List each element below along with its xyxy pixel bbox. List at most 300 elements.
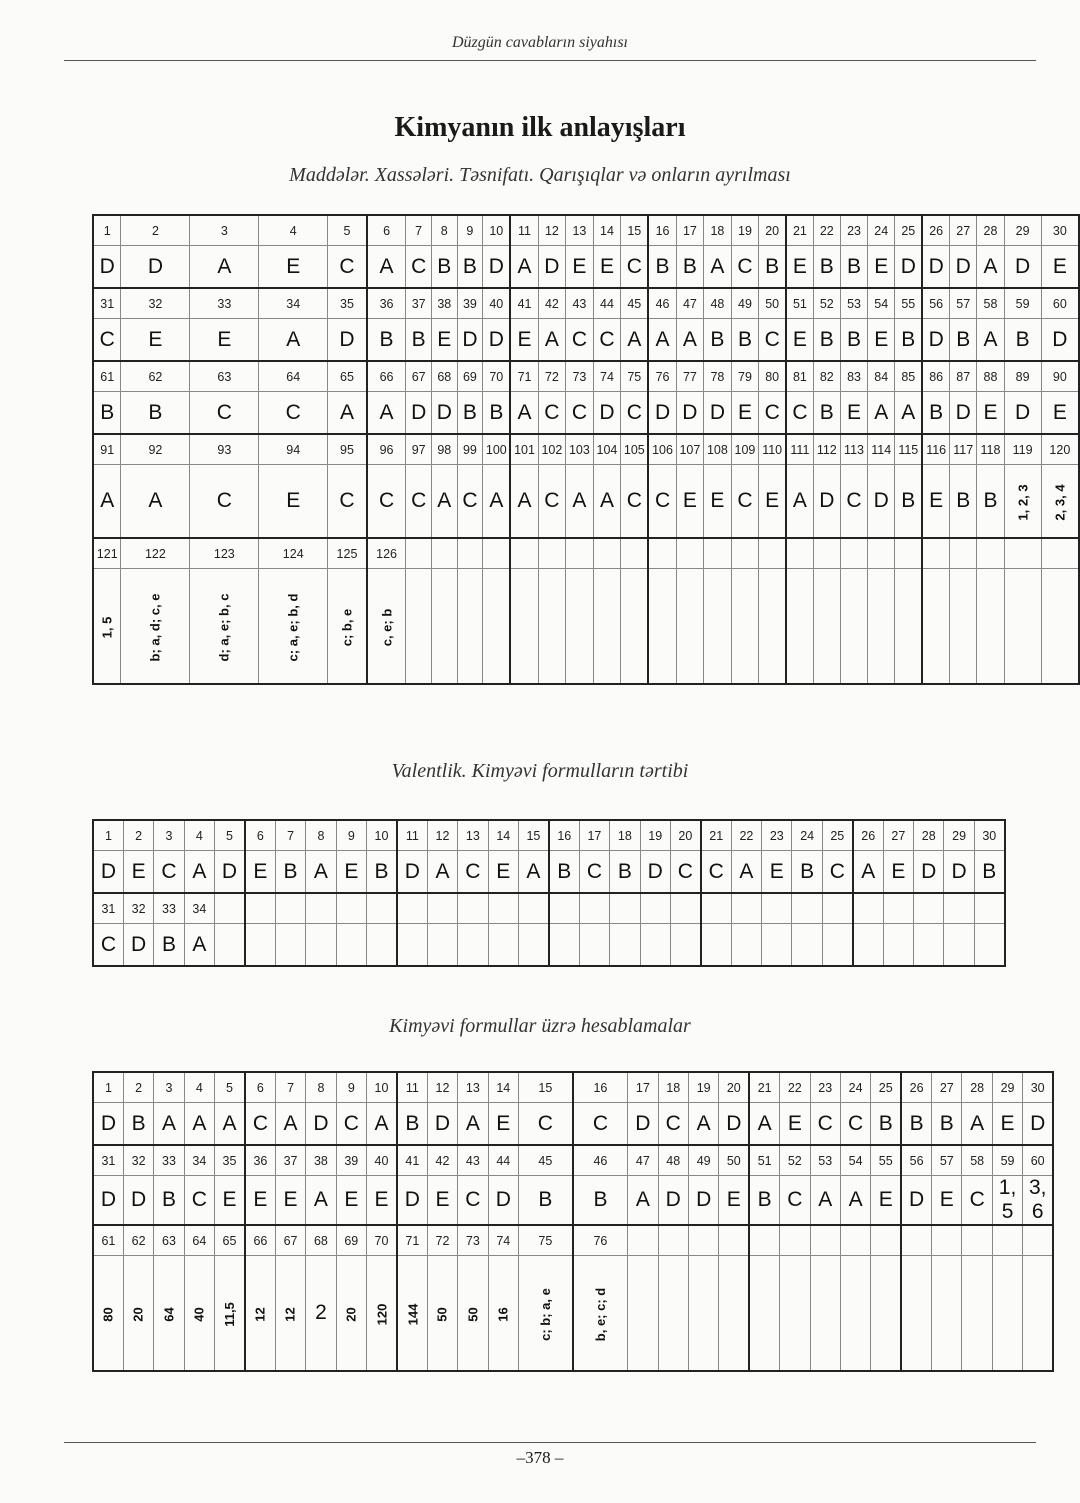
answer-cell: [868, 569, 895, 685]
question-number: 2: [121, 215, 190, 246]
answer-row: [93, 1176, 1053, 1226]
question-number: [245, 893, 275, 924]
question-number: 101: [510, 434, 538, 465]
question-number: [518, 893, 548, 924]
answer-cell: [688, 1256, 718, 1372]
question-number: 75: [518, 1225, 572, 1256]
question-number: 97: [406, 434, 432, 465]
question-number: [676, 538, 704, 569]
question-number: [895, 538, 922, 569]
question-number: 107: [676, 434, 704, 465]
question-number: 81: [786, 361, 813, 392]
question-number: 32: [123, 1145, 153, 1176]
question-number: 121: [93, 538, 121, 569]
answer-cell: D: [688, 1176, 718, 1226]
question-number: 25: [822, 820, 852, 851]
question-number: 18: [704, 215, 732, 246]
answer-cell: D: [640, 851, 670, 894]
answer-cell: D: [306, 1103, 336, 1146]
answer-row: [93, 392, 1079, 435]
answer-cell: D: [431, 392, 457, 435]
question-number: 5: [215, 820, 245, 851]
question-number: 67: [275, 1225, 305, 1256]
answer-cell: [922, 569, 949, 685]
answer-cell: C: [822, 851, 852, 894]
answer-cell: E: [932, 1176, 962, 1226]
answer-cell: A: [328, 392, 367, 435]
answer-cell: A: [853, 851, 883, 894]
answer-cell: C: [406, 246, 432, 289]
question-number: 90: [1041, 361, 1079, 392]
answer-cell: C: [328, 246, 367, 289]
question-number: 71: [510, 361, 538, 392]
question-number: [1041, 538, 1079, 569]
question-number: 64: [184, 1225, 214, 1256]
question-number: 37: [406, 288, 432, 319]
question-number: 22: [813, 215, 840, 246]
answer-cell: [780, 1256, 810, 1372]
question-number: 42: [538, 288, 566, 319]
question-number: 15: [518, 820, 548, 851]
answer-cell: A: [483, 465, 511, 539]
question-number: 32: [123, 893, 153, 924]
answer-row: [93, 465, 1079, 539]
answer-cell: A: [977, 319, 1004, 362]
answer-text: 120: [373, 1303, 389, 1326]
question-number: 48: [658, 1145, 688, 1176]
answer-cell: B: [406, 319, 432, 362]
question-number: 15: [621, 215, 649, 246]
question-number: 108: [704, 434, 732, 465]
answer-cell: D: [719, 1103, 749, 1146]
answer-cell: E: [704, 465, 732, 539]
answer-cell: [593, 569, 621, 685]
answer-cell: D: [895, 246, 922, 289]
question-number: [431, 538, 457, 569]
answer-cell: [792, 924, 822, 967]
question-number: 13: [566, 215, 594, 246]
answer-cell: A: [749, 1103, 779, 1146]
question-number: 116: [922, 434, 949, 465]
question-number: 28: [914, 820, 944, 851]
answer-cell: [901, 1256, 931, 1372]
answer-cell: [579, 924, 609, 967]
answer-cell: C: [457, 465, 483, 539]
question-number: 27: [950, 215, 977, 246]
answer-cell: B: [950, 319, 977, 362]
answer-cell: B: [518, 1176, 572, 1226]
question-number: 125: [328, 538, 367, 569]
footer-rule: [64, 1442, 1036, 1443]
question-number: 70: [483, 361, 511, 392]
answer-cell: [427, 924, 457, 967]
answer-cell: A: [840, 1176, 870, 1226]
question-number: 9: [336, 1072, 366, 1103]
answer-cell: [184, 1256, 214, 1372]
question-number: 58: [962, 1145, 992, 1176]
question-number: 35: [328, 288, 367, 319]
answer-cell: [853, 924, 883, 967]
question-number: 6: [245, 1072, 275, 1103]
question-number: 23: [840, 215, 867, 246]
answer-cell: A: [510, 392, 538, 435]
answer-cell: [719, 1256, 749, 1372]
question-number: 1: [93, 215, 121, 246]
question-number: 83: [840, 361, 867, 392]
answer-cell: D: [950, 392, 977, 435]
answer-text: 144: [404, 1303, 420, 1326]
question-number: 112: [813, 434, 840, 465]
question-number: 56: [901, 1145, 931, 1176]
question-number: 25: [871, 1072, 901, 1103]
answer-cell: C: [458, 1176, 488, 1226]
answer-cell: [731, 569, 759, 685]
answer-cell: C: [621, 392, 649, 435]
answer-cell: [336, 1256, 366, 1372]
answer-cell: [1004, 465, 1041, 539]
answer-cell: [658, 1256, 688, 1372]
question-number: 16: [648, 215, 676, 246]
question-number-row: [93, 361, 1079, 392]
question-number: 71: [397, 1225, 427, 1256]
answer-cell: C: [245, 1103, 275, 1146]
question-number: 30: [1041, 215, 1079, 246]
answer-cell: E: [871, 1176, 901, 1226]
question-number: 63: [154, 1225, 184, 1256]
answer-cell: [762, 924, 792, 967]
answer-cell: C: [538, 465, 566, 539]
question-number: 14: [593, 215, 621, 246]
answer-cell: C: [810, 1103, 840, 1146]
answer-cell: B: [549, 851, 579, 894]
question-number: 4: [184, 1072, 214, 1103]
answer-cell: E: [488, 1103, 518, 1146]
question-number: 16: [573, 1072, 628, 1103]
question-number: 26: [922, 215, 949, 246]
answer-cell: [871, 1256, 901, 1372]
answer-table-1: [92, 214, 1080, 685]
question-number: 59: [1004, 288, 1041, 319]
answer-row: [93, 246, 1079, 289]
answer-text: 16: [495, 1307, 511, 1322]
question-number: 24: [868, 215, 895, 246]
answer-cell: E: [977, 392, 1004, 435]
question-number: 7: [275, 1072, 305, 1103]
question-number: [883, 893, 913, 924]
section-subtitle-1: Maddələr. Xassələri. Təsnifatı. Qarışıqlar və onların ayrılması: [289, 164, 791, 186]
answer-cell: E: [593, 246, 621, 289]
answer-cell: A: [868, 392, 895, 435]
question-number: 84: [868, 361, 895, 392]
question-number: 106: [648, 434, 676, 465]
question-number: 76: [648, 361, 676, 392]
question-number: 39: [336, 1145, 366, 1176]
question-number: 42: [427, 1145, 457, 1176]
answer-cell: A: [810, 1176, 840, 1226]
answer-cell: A: [427, 851, 457, 894]
question-number: [974, 893, 1004, 924]
answer-cell: C: [328, 465, 367, 539]
question-number: 28: [962, 1072, 992, 1103]
question-number: 11: [510, 215, 538, 246]
answer-cell: A: [688, 1103, 718, 1146]
question-number: 73: [566, 361, 594, 392]
section-subtitle-2: Valentlik. Kimyəvi formulların tərtibi: [391, 760, 689, 782]
answer-cell: [190, 569, 259, 685]
answer-cell: D: [123, 924, 153, 967]
answer-cell: [1041, 465, 1079, 539]
question-number: 96: [367, 434, 406, 465]
answer-cell: E: [922, 465, 949, 539]
answer-cell: B: [901, 1103, 931, 1146]
question-number: 27: [932, 1072, 962, 1103]
question-number: 12: [427, 1072, 457, 1103]
answer-cell: D: [901, 1176, 931, 1226]
answer-cell: C: [93, 924, 123, 967]
answer-cell: [397, 1256, 427, 1372]
answer-cell: B: [573, 1176, 628, 1226]
question-number: [786, 538, 813, 569]
question-number: [648, 538, 676, 569]
answer-cell: [121, 569, 190, 685]
answer-cell: [932, 1256, 962, 1372]
answer-row: [93, 851, 1005, 894]
answer-cell: C: [579, 851, 609, 894]
answer-cell: [648, 569, 676, 685]
question-number: 30: [974, 820, 1004, 851]
answer-cell: C: [184, 1176, 214, 1226]
answer-cell: A: [259, 319, 328, 362]
answer-cell: D: [488, 1176, 518, 1226]
question-number: 24: [792, 820, 822, 851]
answer-cell: E: [245, 851, 275, 894]
question-number: 20: [670, 820, 700, 851]
question-number: 17: [676, 215, 704, 246]
answer-cell: B: [895, 319, 922, 362]
answer-cell: B: [93, 392, 121, 435]
question-number: 111: [786, 434, 813, 465]
question-number: 120: [1041, 434, 1079, 465]
answer-cell: E: [431, 319, 457, 362]
answer-cell: D: [950, 246, 977, 289]
question-number: 105: [621, 434, 649, 465]
question-number: [549, 893, 579, 924]
answer-cell: C: [840, 1103, 870, 1146]
answer-cell: [259, 569, 328, 685]
question-number: [731, 893, 761, 924]
question-number: 99: [457, 434, 483, 465]
question-number: [840, 1225, 870, 1256]
answer-cell: [944, 924, 974, 967]
answer-cell: A: [621, 319, 649, 362]
answer-text: 12: [252, 1307, 268, 1322]
question-number: [538, 538, 566, 569]
answer-cell: [215, 1256, 245, 1372]
question-number: 58: [977, 288, 1004, 319]
question-number: 29: [1004, 215, 1041, 246]
answer-cell: D: [868, 465, 895, 539]
answer-cell: B: [950, 465, 977, 539]
question-number: 22: [731, 820, 761, 851]
question-number: [579, 893, 609, 924]
answer-cell: A: [895, 392, 922, 435]
question-number: 88: [977, 361, 1004, 392]
answer-cell: [670, 924, 700, 967]
answer-cell: B: [813, 392, 840, 435]
answer-cell: [275, 924, 305, 967]
answer-cell: 1, 5: [992, 1176, 1022, 1226]
answer-cell: B: [397, 1103, 427, 1146]
answer-cell: D: [397, 1176, 427, 1226]
answer-cell: C: [701, 851, 731, 894]
question-number: 61: [93, 361, 121, 392]
question-number: 31: [93, 1145, 123, 1176]
question-number: [950, 538, 977, 569]
question-number: 30: [1023, 1072, 1053, 1103]
question-number: 19: [731, 215, 759, 246]
answer-cell: [245, 924, 275, 967]
question-number: 95: [328, 434, 367, 465]
answer-cell: E: [121, 319, 190, 362]
running-header: Düzgün cavabların siyahısı: [452, 34, 628, 51]
question-number: 38: [306, 1145, 336, 1176]
answer-cell: D: [538, 246, 566, 289]
answer-cell: B: [749, 1176, 779, 1226]
question-number: 21: [749, 1072, 779, 1103]
answer-cell: B: [813, 319, 840, 362]
answer-cell: D: [93, 246, 121, 289]
answer-row: [93, 319, 1079, 362]
answer-cell: E: [190, 319, 259, 362]
answer-cell: B: [457, 246, 483, 289]
answer-cell: B: [922, 392, 949, 435]
question-number: [932, 1225, 962, 1256]
answer-cell: A: [367, 246, 406, 289]
answer-cell: B: [121, 392, 190, 435]
question-number: 60: [1023, 1145, 1053, 1176]
question-number: 20: [759, 215, 786, 246]
answer-cell: D: [397, 851, 427, 894]
question-number: [762, 893, 792, 924]
answer-cell: A: [184, 924, 214, 967]
answer-cell: D: [813, 465, 840, 539]
answer-cell: D: [93, 1103, 123, 1146]
question-number-row: [93, 434, 1079, 465]
question-number: 26: [901, 1072, 931, 1103]
answer-cell: [457, 569, 483, 685]
answer-cell: [458, 1256, 488, 1372]
answer-cell: E: [883, 851, 913, 894]
question-number: 77: [676, 361, 704, 392]
question-number: 17: [628, 1072, 658, 1103]
answer-cell: B: [974, 851, 1004, 894]
answer-cell: C: [518, 1103, 572, 1146]
question-number: 33: [154, 1145, 184, 1176]
answer-cell: A: [367, 1103, 397, 1146]
question-number: 49: [688, 1145, 718, 1176]
answer-cell: C: [458, 851, 488, 894]
question-number: [640, 893, 670, 924]
question-number: [427, 893, 457, 924]
answer-cell: D: [704, 392, 732, 435]
answer-cell: A: [306, 1176, 336, 1226]
question-number: 10: [483, 215, 511, 246]
question-number: 32: [121, 288, 190, 319]
question-number: 69: [457, 361, 483, 392]
answer-cell: C: [670, 851, 700, 894]
question-number: 4: [259, 215, 328, 246]
answer-cell: [610, 924, 640, 967]
question-number: 9: [457, 215, 483, 246]
question-number: 51: [786, 288, 813, 319]
question-number: 93: [190, 434, 259, 465]
answer-cell: D: [1004, 392, 1041, 435]
answer-text: c; b, e: [339, 608, 355, 647]
question-number: 114: [868, 434, 895, 465]
question-number: [406, 538, 432, 569]
answer-cell: D: [427, 1103, 457, 1146]
question-number: 41: [397, 1145, 427, 1176]
question-number: 25: [895, 215, 922, 246]
question-number: [566, 538, 594, 569]
question-number: [670, 893, 700, 924]
question-number: 65: [215, 1225, 245, 1256]
question-number: 1: [93, 820, 123, 851]
answer-cell: [676, 569, 704, 685]
question-number: 29: [992, 1072, 1022, 1103]
answer-cell: B: [792, 851, 822, 894]
answer-cell: B: [759, 246, 786, 289]
answer-cell: B: [676, 246, 704, 289]
question-number: 37: [275, 1145, 305, 1176]
answer-cell: D: [123, 1176, 153, 1226]
question-number: 104: [593, 434, 621, 465]
answer-cell: [328, 569, 367, 685]
question-number: 13: [458, 820, 488, 851]
answer-cell: E: [259, 246, 328, 289]
header-rule: [64, 60, 1036, 61]
answer-cell: A: [154, 1103, 184, 1146]
answer-cell: 2: [306, 1256, 336, 1372]
question-number: 109: [731, 434, 759, 465]
question-number: 14: [488, 820, 518, 851]
question-number: 36: [367, 288, 406, 319]
question-number: 43: [458, 1145, 488, 1176]
answer-cell: A: [704, 246, 732, 289]
answer-cell: D: [658, 1176, 688, 1226]
question-number: 34: [184, 893, 214, 924]
answer-cell: E: [1041, 246, 1079, 289]
answer-cell: [701, 924, 731, 967]
answer-cell: D: [1004, 246, 1041, 289]
answer-cell: [488, 924, 518, 967]
question-number: 36: [245, 1145, 275, 1176]
question-number: 40: [483, 288, 511, 319]
question-number: 59: [992, 1145, 1022, 1176]
question-number: 76: [573, 1225, 628, 1256]
answer-cell: B: [275, 851, 305, 894]
question-number-row: [93, 538, 1079, 569]
answer-cell: E: [840, 392, 867, 435]
question-number: 10: [367, 820, 397, 851]
answer-cell: E: [427, 1176, 457, 1226]
question-number: 89: [1004, 361, 1041, 392]
answer-cell: A: [676, 319, 704, 362]
answer-cell: C: [406, 465, 432, 539]
answer-cell: [1023, 1256, 1053, 1372]
answer-cell: [367, 924, 397, 967]
question-number: 56: [922, 288, 949, 319]
